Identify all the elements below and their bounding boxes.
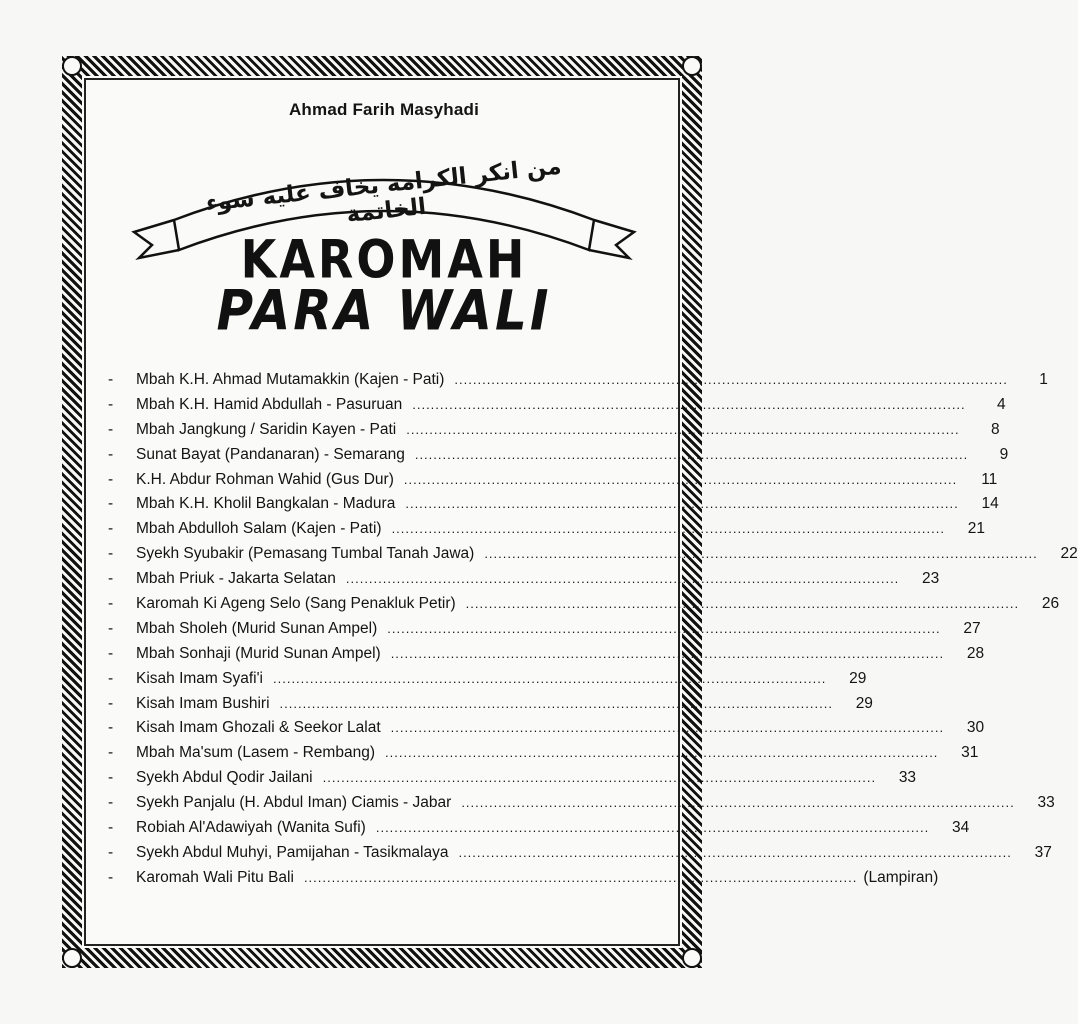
title-line-1: KAROMAH [240,227,528,291]
bullet-dash: - [108,744,114,762]
leader-dots: ........................................................................................................................ [390,645,945,661]
toc-entry [108,445,1009,471]
toc-entry [108,819,970,844]
toc-entry-page: 33 [898,769,917,787]
leader-dots: ........................................................................................................................ [375,820,930,836]
bullet-dash: - [108,719,114,737]
bullet-dash: - [108,545,114,563]
bullet-dash: - [108,520,114,538]
toc-entry [108,595,1060,620]
bullet-dash: - [108,495,114,513]
leader-dots: ........................................................................................................................ [405,496,959,512]
toc-entry [108,495,999,520]
toc-entry-title: Karomah Ki Ageng Selo (Sang Penakluk Petir) [136,595,456,613]
toc-entry-page: 22 [1060,545,1078,563]
toc-entry-title: K.H. Abdur Rohman Wahid (Gus Dur) [136,470,394,488]
table-of-contents [108,371,1078,894]
corner-ornament-icon [62,948,82,968]
toc-entry [108,371,1048,396]
toc-entry [108,669,867,695]
leader-dots: ........................................................................................................................ [273,670,827,686]
toc-entry [108,794,1055,819]
leader-dots: ........................................................................................................................ [345,571,900,587]
toc-entry-title: Syekh Abdul Muhyi, Pamijahan - Tasikmalaya [136,843,449,861]
toc-entry-title: Sunat Bayat (Pandanaran) - Semarang [136,445,405,463]
toc-entry [108,520,985,545]
toc-entry [108,545,1078,570]
toc-entry [108,470,998,496]
leader-dots: ........................................................................................................................ [412,396,966,412]
toc-entry [108,619,981,645]
bullet-dash: - [108,570,114,588]
bullet-dash: - [108,868,114,886]
toc-entry-page: 33 [1037,794,1055,812]
leader-dots: ........................................................................................................................ [461,795,1015,811]
toc-entry [108,644,985,670]
toc-entry-page: 11 [981,470,998,488]
toc-entry [108,694,873,720]
leader-dots: ........................................................................................................................ [454,372,1008,387]
bullet-dash: - [108,420,114,438]
toc-entry-page: 21 [967,520,985,538]
leader-dots: ........................................................................................................................ [385,745,939,761]
toc-entry-page: 23 [922,570,940,588]
bullet-dash: - [108,395,114,413]
toc-entry-title: Mbah Jangkung / Saridin Kayen - Pati [136,420,397,438]
bullet-dash: - [108,619,114,637]
toc-entry-title: Mbah K.H. Hamid Abdullah - Pasuruan [136,395,403,413]
leader-dots: ........................................................................................................................ [465,596,1020,612]
toc-entry-title: Kisah Imam Syafi'i [136,669,263,687]
toc-entry-title: Syekh Abdul Qodir Jailani [136,769,313,787]
leader-dots: ........................................................................................................................ [322,770,877,786]
leader-dots: ........................................................................................................................ [484,546,1038,562]
bullet-dash: - [108,694,114,712]
toc-entry-title: Mbah K.H. Kholil Bangkalan - Madura [136,495,396,513]
bullet-dash: - [108,445,114,463]
corner-ornament-icon [682,56,702,76]
toc-entry [108,744,979,769]
toc-entry-title: Mbah Priuk - Jakarta Selatan [136,570,336,588]
toc-entry-page: 1 [1039,371,1048,388]
author-name: Ahmad Farih Masyhadi [288,100,480,119]
toc-entry [108,395,1006,421]
toc-entry [108,843,1052,869]
bullet-dash: - [108,644,114,662]
title-line-2: PARA WALI [216,279,552,343]
toc-entry-page: 34 [952,819,970,837]
leader-dots: ........................................................................................................................ [303,869,858,885]
toc-entry-title: Robiah Al'Adawiyah (Wanita Sufi) [136,819,366,837]
leader-dots: ........................................................................................................................ [387,620,941,636]
toc-entry-title: Syekh Panjalu (H. Abdul Iman) Ciamis - Jabar [136,794,452,812]
toc-entry-title: Kisah Imam Bushiri [136,694,270,712]
toc-entry-page: 31 [961,744,979,762]
toc-entry-page: 29 [849,669,867,687]
bullet-dash: - [108,769,114,787]
bullet-dash: - [108,819,114,837]
toc-entry-page: 37 [1034,843,1052,861]
toc-entry-page: 9 [999,445,1009,463]
toc-entry-title: Mbah Sonhaji (Murid Sunan Ampel) [136,644,381,662]
toc-entry [108,719,985,744]
toc-entry-page: 4 [997,395,1006,413]
bullet-dash: - [108,595,114,613]
toc-entry-title: Mbah Ma'sum (Lasem - Rembang) [136,744,375,762]
leader-dots: ........................................................................................................................ [391,521,945,537]
bullet-dash: - [108,371,114,388]
toc-entry-title: Karomah Wali Pitu Bali [136,868,294,886]
toc-entry [108,420,1000,446]
leader-dots: ........................................................................................................................ [279,695,833,711]
toc-entry-page: 30 [966,719,985,737]
bullet-dash: - [108,843,114,861]
toc-entry-page: 27 [963,619,981,637]
arabic-banner-text: من انكر الكرامة يخاف عليه سوء الخاتمة [204,153,563,229]
toc-entry-title: Syekh Syubakir (Pemasang Tumbal Tanah Jawa) [136,545,475,563]
toc-entry-title: Mbah Sholeh (Murid Sunan Ampel) [136,619,378,637]
leader-dots: ........................................................................................................................ [406,421,960,437]
toc-entry-page: 8 [991,420,1000,438]
toc-entry [108,868,939,894]
leader-dots: ........................................................................................................................ [458,844,1012,860]
leader-dots: ........................................................................................................................ [390,720,945,736]
bullet-dash: - [108,794,114,812]
bullet-dash: - [108,669,114,687]
leader-dots: ........................................................................................................................ [414,446,969,462]
toc-entry-title: Mbah Abdulloh Salam (Kajen - Pati) [136,520,382,538]
toc-entry-page: 14 [981,495,999,513]
corner-ornament-icon [62,56,82,76]
leader-dots: ........................................................................................................................ [403,471,958,487]
toc-entry-page: 28 [966,644,985,662]
toc-entry [108,570,940,595]
toc-entry-title: Mbah K.H. Ahmad Mutamakkin (Kajen - Pati) [136,371,445,388]
toc-entry [108,769,917,794]
corner-ornament-icon [682,948,702,968]
toc-entry-title: Kisah Imam Ghozali & Seekor Lalat [136,719,381,737]
bullet-dash: - [108,470,114,488]
toc-entry-page: (Lampiran) [863,868,939,886]
toc-entry-page: 29 [855,694,873,712]
toc-entry-page: 26 [1041,595,1060,613]
